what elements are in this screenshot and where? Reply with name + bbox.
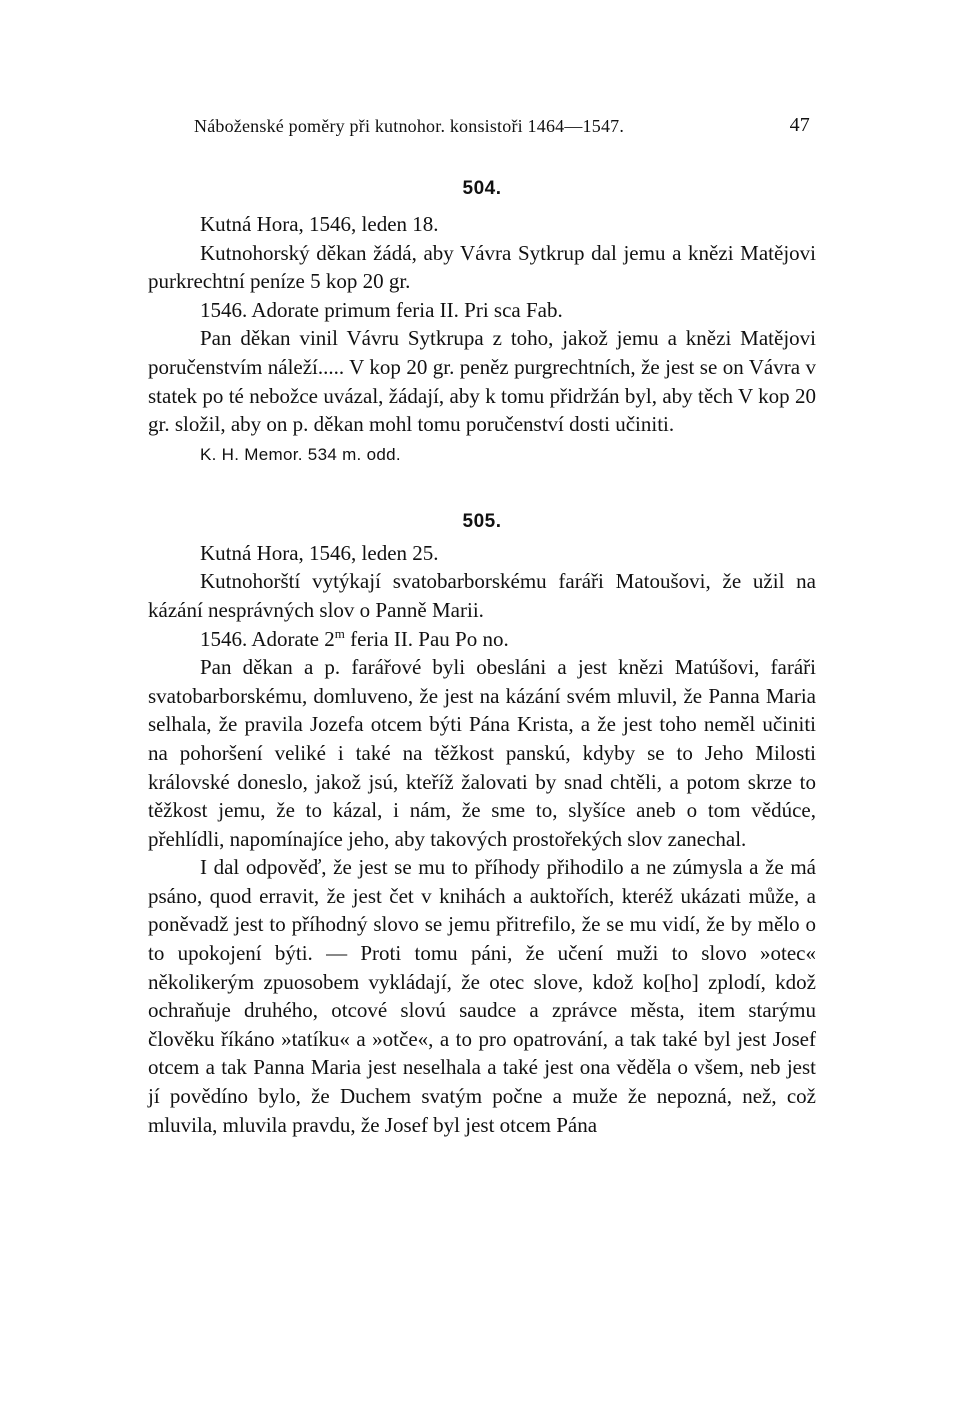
date-superscript: m <box>334 625 345 641</box>
document-504 <box>148 178 816 465</box>
document-body: Pan děkan vinil Vávru Sytkrupa z toho, jakož jemu a knězi Matějovi poručenstvím náleží..... V kop 20 gr. peněz purgrechtních, že jest se on Vávra v statek po té nebožce uvázal, žádají, aby k tomu přidržán byl, aby těch V kop 20 gr. složil, aby on p. děkan mohl tomu poručenství dosti učiniti. <box>148 326 816 437</box>
document-page <box>148 108 816 1139</box>
document-505 <box>148 511 816 1139</box>
document-body-paragraph: Pan děkan a p. farářové byli obesláni a jest knězi Matúšovi, faráři svatobarborskému, domluveno, že jest na kázání svém mluvil, že Panna Maria selhala, že pravila Jozefa otcem býti Pána Krista, a že jest toho neměl učiniti na pohoršení veliké i také na těžkost panskú, kdyby se to Jeho Milosti královské doneslo, jakož jsú, kteříž žalovati by snad chtěli, a potom skrze to těžkost jemu, že to kázal, i nám, že sme to, slyšíce aneb o tom vědúce, přehlídli, napomínajíce jeho, aby takových prostořekých slov zanechal. <box>148 655 816 851</box>
running-header <box>148 108 816 142</box>
place-date: Kutná Hora, 1546, leden 25. <box>200 540 439 565</box>
document-summary: Kutnohorští vytýkají svatobarborskému faráři Matoušovi, že užil na kázání nesprávných slov o Panně Marii. <box>148 569 816 622</box>
document-summary: Kutnohorský děkan žádá, aby Vávra Sytkrup dal jemu a knězi Matějovi purkrechtní peníze 5 kop 20 gr. <box>148 240 816 294</box>
place-date: Kutná Hora, 1546, leden 18. <box>200 212 439 236</box>
source-reference: K. H. Memor. 534 m. odd. <box>200 444 401 464</box>
running-title: Náboženské poměry při kutnohor. konsistoři 1464—1547. <box>194 116 625 136</box>
document-body-paragraph: I dal odpověď, že jest se mu to příhody přihodilo a ne zúmysla a že má psáno, quod erravit, že jest čet v knihách a auktořích, kteréž ukázati může, a poněvadž jest to příhodný slovo se jemu přitrefilo, že se mu vidí, že by mělo o to upokojení býti. — Proti tomu páni, že učení muži to slovo »otec« několikerým zpuosobem vykládají, že otec slove, kdož ko[ho] zplodí, kdož ochraňuje druhého, otcové slovú saudce a zprávce města, item starýmu člověku říkáno »tatíku« a »otče«, a to pro opatrování, a tak také byl jest Josef otcem a tak Panna Maria jest neselhala a také jest ona věděla o všem, neb jest jí povědíno bylo, že Duchem svatým počne a muže že nepozná, než, což mluvila, mluvila pravdu, že Josef byl jest otcem Pána <box>148 855 816 1137</box>
date-line <box>148 625 816 654</box>
date-suffix: feria II. Pau Po no. <box>344 626 509 651</box>
date-prefix: 1546. Adorate 2 <box>200 626 335 651</box>
page-number: 47 <box>789 114 810 136</box>
document-number: 504. <box>462 178 502 199</box>
date-line: 1546. Adorate primum feria II. Pri sca Fab. <box>200 297 563 322</box>
document-number: 505. <box>462 510 502 532</box>
